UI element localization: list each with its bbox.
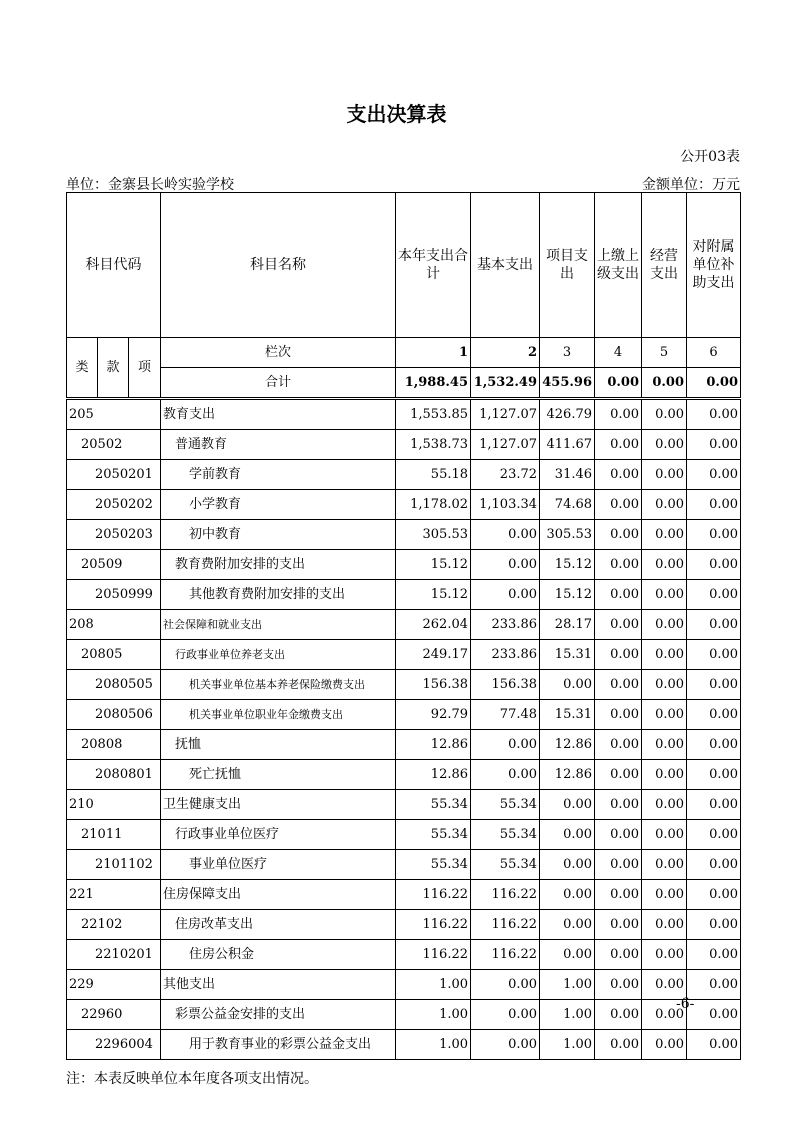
amount-cell: 0.00 <box>687 910 741 940</box>
amount-cell: 0.00 <box>687 820 741 850</box>
table-row <box>67 730 741 760</box>
subject-name: 卫生健康支出 <box>161 790 396 820</box>
amount-cell: 0.00 <box>687 430 741 460</box>
amount-cell: 31.46 <box>540 460 595 490</box>
amount-cell: 12.86 <box>540 730 595 760</box>
amount-cell: 1.00 <box>540 970 595 1000</box>
total-value: 0.00 <box>595 368 642 399</box>
total-value: 1,532.49 <box>471 368 540 399</box>
total-value: 1,988.45 <box>396 368 471 399</box>
amount-cell: 1.00 <box>396 1030 471 1060</box>
amount-cell: 0.00 <box>595 490 642 520</box>
amount-cell: 0.00 <box>595 430 642 460</box>
amount-cell: 116.22 <box>396 940 471 970</box>
amount-cell: 12.86 <box>540 760 595 790</box>
amount-cell: 0.00 <box>471 970 540 1000</box>
amount-cell: 156.38 <box>396 670 471 700</box>
amount-cell: 305.53 <box>540 520 595 550</box>
subject-code: 229 <box>67 970 161 1000</box>
subject-name: 住房保障支出 <box>161 880 396 910</box>
subject-name: 其他支出 <box>161 970 396 1000</box>
subject-code: 205 <box>67 399 161 430</box>
amount-cell: 0.00 <box>687 730 741 760</box>
amount-cell: 0.00 <box>595 910 642 940</box>
subject-name: 住房公积金 <box>161 940 396 970</box>
subject-name: 行政事业单位养老支出 <box>161 640 396 670</box>
header-lanci: 栏次 <box>161 338 396 368</box>
header-basic: 基本支出 <box>471 193 540 338</box>
money-unit-label: 金额单位：万元 <box>642 177 740 193</box>
amount-cell: 0.00 <box>642 1030 687 1060</box>
total-value: 0.00 <box>687 368 741 399</box>
amount-cell: 0.00 <box>595 520 642 550</box>
amount-cell: 116.22 <box>471 940 540 970</box>
amount-cell: 12.86 <box>396 760 471 790</box>
amount-cell: 1.00 <box>396 1000 471 1030</box>
amount-cell: 0.00 <box>687 790 741 820</box>
amount-cell: 15.12 <box>540 550 595 580</box>
amount-cell: 92.79 <box>396 700 471 730</box>
amount-cell: 116.22 <box>396 880 471 910</box>
amount-cell: 262.04 <box>396 610 471 640</box>
subject-code: 22102 <box>67 910 161 940</box>
subject-code: 21011 <box>67 820 161 850</box>
table-row <box>67 460 741 490</box>
amount-cell: 15.31 <box>540 640 595 670</box>
amount-cell: 0.00 <box>642 399 687 430</box>
amount-cell: 55.34 <box>396 790 471 820</box>
table-row <box>67 610 741 640</box>
amount-cell: 15.12 <box>540 580 595 610</box>
amount-cell: 1,103.34 <box>471 490 540 520</box>
table-row <box>67 430 741 460</box>
amount-cell: 15.12 <box>396 550 471 580</box>
amount-cell: 0.00 <box>540 820 595 850</box>
table-row <box>67 640 741 670</box>
amount-cell: 23.72 <box>471 460 540 490</box>
amount-cell: 0.00 <box>471 760 540 790</box>
header-lei: 类 <box>67 338 98 399</box>
subject-name: 机关事业单位职业年金缴费支出 <box>161 700 396 730</box>
table-row <box>67 700 741 730</box>
amount-cell: 116.22 <box>471 910 540 940</box>
amount-cell: 0.00 <box>642 970 687 1000</box>
amount-cell: 15.12 <box>396 580 471 610</box>
header-business: 经营支出 <box>642 193 687 338</box>
amount-cell: 0.00 <box>595 880 642 910</box>
subject-name: 教育支出 <box>161 399 396 430</box>
amount-cell: 74.68 <box>540 490 595 520</box>
amount-cell: 0.00 <box>642 550 687 580</box>
total-value: 455.96 <box>540 368 595 399</box>
table-row <box>67 760 741 790</box>
header-project: 项目支出 <box>540 193 595 338</box>
unit-label: 单位：金寨县长岭实验学校 <box>66 177 234 193</box>
col-number: 1 <box>396 338 471 368</box>
subject-name: 彩票公益金安排的支出 <box>161 1000 396 1030</box>
footnote: 注：本表反映单位本年度各项支出情况。 <box>66 1071 318 1087</box>
amount-cell: 55.34 <box>396 820 471 850</box>
amount-cell: 0.00 <box>687 1000 741 1030</box>
amount-cell: 77.48 <box>471 700 540 730</box>
amount-cell: 0.00 <box>595 399 642 430</box>
amount-cell: 305.53 <box>396 520 471 550</box>
amount-cell: 0.00 <box>642 940 687 970</box>
column-number-row <box>67 338 741 368</box>
amount-cell: 0.00 <box>595 670 642 700</box>
amount-cell: 249.17 <box>396 640 471 670</box>
amount-cell: 0.00 <box>687 520 741 550</box>
header-total: 本年支出合计 <box>396 193 471 338</box>
subject-code: 20808 <box>67 730 161 760</box>
amount-cell: 0.00 <box>471 550 540 580</box>
amount-cell: 0.00 <box>642 880 687 910</box>
subject-name: 其他教育费附加安排的支出 <box>161 580 396 610</box>
amount-cell: 0.00 <box>595 760 642 790</box>
page-number: -6- <box>676 996 695 1012</box>
amount-cell: 0.00 <box>595 580 642 610</box>
subject-code: 2050202 <box>67 490 161 520</box>
subject-name: 机关事业单位基本养老保险缴费支出 <box>161 670 396 700</box>
table-row <box>67 580 741 610</box>
total-value: 0.00 <box>642 368 687 399</box>
amount-cell: 0.00 <box>540 670 595 700</box>
subject-code: 2080505 <box>67 670 161 700</box>
amount-cell: 0.00 <box>687 460 741 490</box>
amount-cell: 55.18 <box>396 460 471 490</box>
subject-code: 20805 <box>67 640 161 670</box>
amount-cell: 0.00 <box>595 700 642 730</box>
amount-cell: 233.86 <box>471 640 540 670</box>
subject-code: 208 <box>67 610 161 640</box>
table-row <box>67 820 741 850</box>
subject-code: 2210201 <box>67 940 161 970</box>
amount-cell: 0.00 <box>687 760 741 790</box>
amount-cell: 15.31 <box>540 700 595 730</box>
table-row <box>67 550 741 580</box>
amount-cell: 0.00 <box>687 550 741 580</box>
header-row <box>67 193 741 338</box>
amount-cell: 1,178.02 <box>396 490 471 520</box>
amount-cell: 0.00 <box>595 970 642 1000</box>
amount-cell: 156.38 <box>471 670 540 700</box>
amount-cell: 411.67 <box>540 430 595 460</box>
subject-code: 2101102 <box>67 850 161 880</box>
header-subsidy: 对附属单位补助支出 <box>687 193 741 338</box>
amount-cell: 0.00 <box>642 490 687 520</box>
table-row <box>67 880 741 910</box>
amount-cell: 0.00 <box>595 610 642 640</box>
header-kuan: 款 <box>98 338 129 399</box>
amount-cell: 0.00 <box>595 850 642 880</box>
subject-name: 抚恤 <box>161 730 396 760</box>
amount-cell: 0.00 <box>642 430 687 460</box>
amount-cell: 0.00 <box>540 940 595 970</box>
table-row <box>67 790 741 820</box>
page-title: 支出决算表 <box>346 102 447 126</box>
subject-code: 20509 <box>67 550 161 580</box>
table-row <box>67 1000 741 1030</box>
amount-cell: 0.00 <box>687 399 741 430</box>
table-row <box>67 670 741 700</box>
col-number: 5 <box>642 338 687 368</box>
table-row <box>67 970 741 1000</box>
amount-cell: 0.00 <box>540 790 595 820</box>
amount-cell: 0.00 <box>595 820 642 850</box>
amount-cell: 0.00 <box>471 520 540 550</box>
amount-cell: 1.00 <box>396 970 471 1000</box>
amount-cell: 0.00 <box>687 1030 741 1060</box>
amount-cell: 1,538.73 <box>396 430 471 460</box>
table-row <box>67 520 741 550</box>
table-row <box>67 940 741 970</box>
amount-cell: 0.00 <box>471 580 540 610</box>
subject-name: 小学教育 <box>161 490 396 520</box>
col-number: 2 <box>471 338 540 368</box>
amount-cell: 55.34 <box>471 790 540 820</box>
amount-cell: 0.00 <box>595 940 642 970</box>
amount-cell: 0.00 <box>540 850 595 880</box>
subject-code: 2296004 <box>67 1030 161 1060</box>
amount-cell: 0.00 <box>642 610 687 640</box>
amount-cell: 0.00 <box>642 640 687 670</box>
amount-cell: 0.00 <box>687 670 741 700</box>
amount-cell: 0.00 <box>687 610 741 640</box>
col-number: 4 <box>595 338 642 368</box>
amount-cell: 0.00 <box>642 760 687 790</box>
col-number: 3 <box>540 338 595 368</box>
subject-name: 事业单位医疗 <box>161 850 396 880</box>
amount-cell: 0.00 <box>642 1000 687 1030</box>
amount-cell: 0.00 <box>687 850 741 880</box>
amount-cell: 0.00 <box>595 790 642 820</box>
amount-cell: 0.00 <box>642 850 687 880</box>
subject-code: 2050203 <box>67 520 161 550</box>
amount-cell: 0.00 <box>687 580 741 610</box>
table-row <box>67 910 741 940</box>
amount-cell: 0.00 <box>642 820 687 850</box>
amount-cell: 55.34 <box>396 850 471 880</box>
subject-code: 2050999 <box>67 580 161 610</box>
expenditure-table <box>66 192 741 1060</box>
amount-cell: 0.00 <box>642 790 687 820</box>
subject-name: 用于教育事业的彩票公益金支出 <box>161 1030 396 1060</box>
amount-cell: 0.00 <box>687 880 741 910</box>
subject-code: 2050201 <box>67 460 161 490</box>
subject-name: 学前教育 <box>161 460 396 490</box>
amount-cell: 0.00 <box>595 1030 642 1060</box>
amount-cell: 0.00 <box>471 1000 540 1030</box>
amount-cell: 1.00 <box>540 1030 595 1060</box>
subject-code: 221 <box>67 880 161 910</box>
subject-name: 社会保障和就业支出 <box>161 610 396 640</box>
subject-code: 22960 <box>67 1000 161 1030</box>
amount-cell: 0.00 <box>595 640 642 670</box>
header-xiang: 项 <box>129 338 161 399</box>
amount-cell: 0.00 <box>471 1030 540 1060</box>
amount-cell: 0.00 <box>687 700 741 730</box>
subject-code: 2080506 <box>67 700 161 730</box>
amount-cell: 0.00 <box>642 520 687 550</box>
amount-cell: 0.00 <box>471 730 540 760</box>
subject-code: 210 <box>67 790 161 820</box>
subject-name: 普通教育 <box>161 430 396 460</box>
table-row <box>67 850 741 880</box>
amount-cell: 0.00 <box>642 730 687 760</box>
amount-cell: 116.22 <box>396 910 471 940</box>
amount-cell: 426.79 <box>540 399 595 430</box>
header-code: 科目代码 <box>67 193 161 338</box>
total-row <box>67 368 741 399</box>
amount-cell: 0.00 <box>642 670 687 700</box>
table-row <box>67 1030 741 1060</box>
amount-cell: 0.00 <box>642 700 687 730</box>
amount-cell: 0.00 <box>687 490 741 520</box>
amount-cell: 0.00 <box>687 640 741 670</box>
header-heji: 合计 <box>161 368 396 399</box>
amount-cell: 1,127.07 <box>471 430 540 460</box>
amount-cell: 0.00 <box>595 730 642 760</box>
subject-code: 2080801 <box>67 760 161 790</box>
amount-cell: 0.00 <box>642 580 687 610</box>
subject-name: 教育费附加安排的支出 <box>161 550 396 580</box>
amount-cell: 55.34 <box>471 850 540 880</box>
amount-cell: 0.00 <box>540 910 595 940</box>
amount-cell: 12.86 <box>396 730 471 760</box>
amount-cell: 0.00 <box>595 1000 642 1030</box>
subject-name: 初中教育 <box>161 520 396 550</box>
subject-name: 住房改革支出 <box>161 910 396 940</box>
amount-cell: 55.34 <box>471 820 540 850</box>
header-upper: 上缴上级支出 <box>595 193 642 338</box>
table-row <box>67 490 741 520</box>
amount-cell: 0.00 <box>595 550 642 580</box>
table-row <box>67 399 741 430</box>
amount-cell: 1.00 <box>540 1000 595 1030</box>
amount-cell: 233.86 <box>471 610 540 640</box>
subject-code: 20502 <box>67 430 161 460</box>
subject-name: 行政事业单位医疗 <box>161 820 396 850</box>
amount-cell: 0.00 <box>687 940 741 970</box>
form-number: 公开03表 <box>680 149 740 165</box>
amount-cell: 0.00 <box>642 910 687 940</box>
subject-name: 死亡抚恤 <box>161 760 396 790</box>
amount-cell: 1,553.85 <box>396 399 471 430</box>
amount-cell: 1,127.07 <box>471 399 540 430</box>
amount-cell: 0.00 <box>595 460 642 490</box>
amount-cell: 0.00 <box>642 460 687 490</box>
amount-cell: 0.00 <box>687 970 741 1000</box>
col-number: 6 <box>687 338 741 368</box>
header-name: 科目名称 <box>161 193 396 338</box>
amount-cell: 116.22 <box>471 880 540 910</box>
amount-cell: 28.17 <box>540 610 595 640</box>
amount-cell: 0.00 <box>540 880 595 910</box>
